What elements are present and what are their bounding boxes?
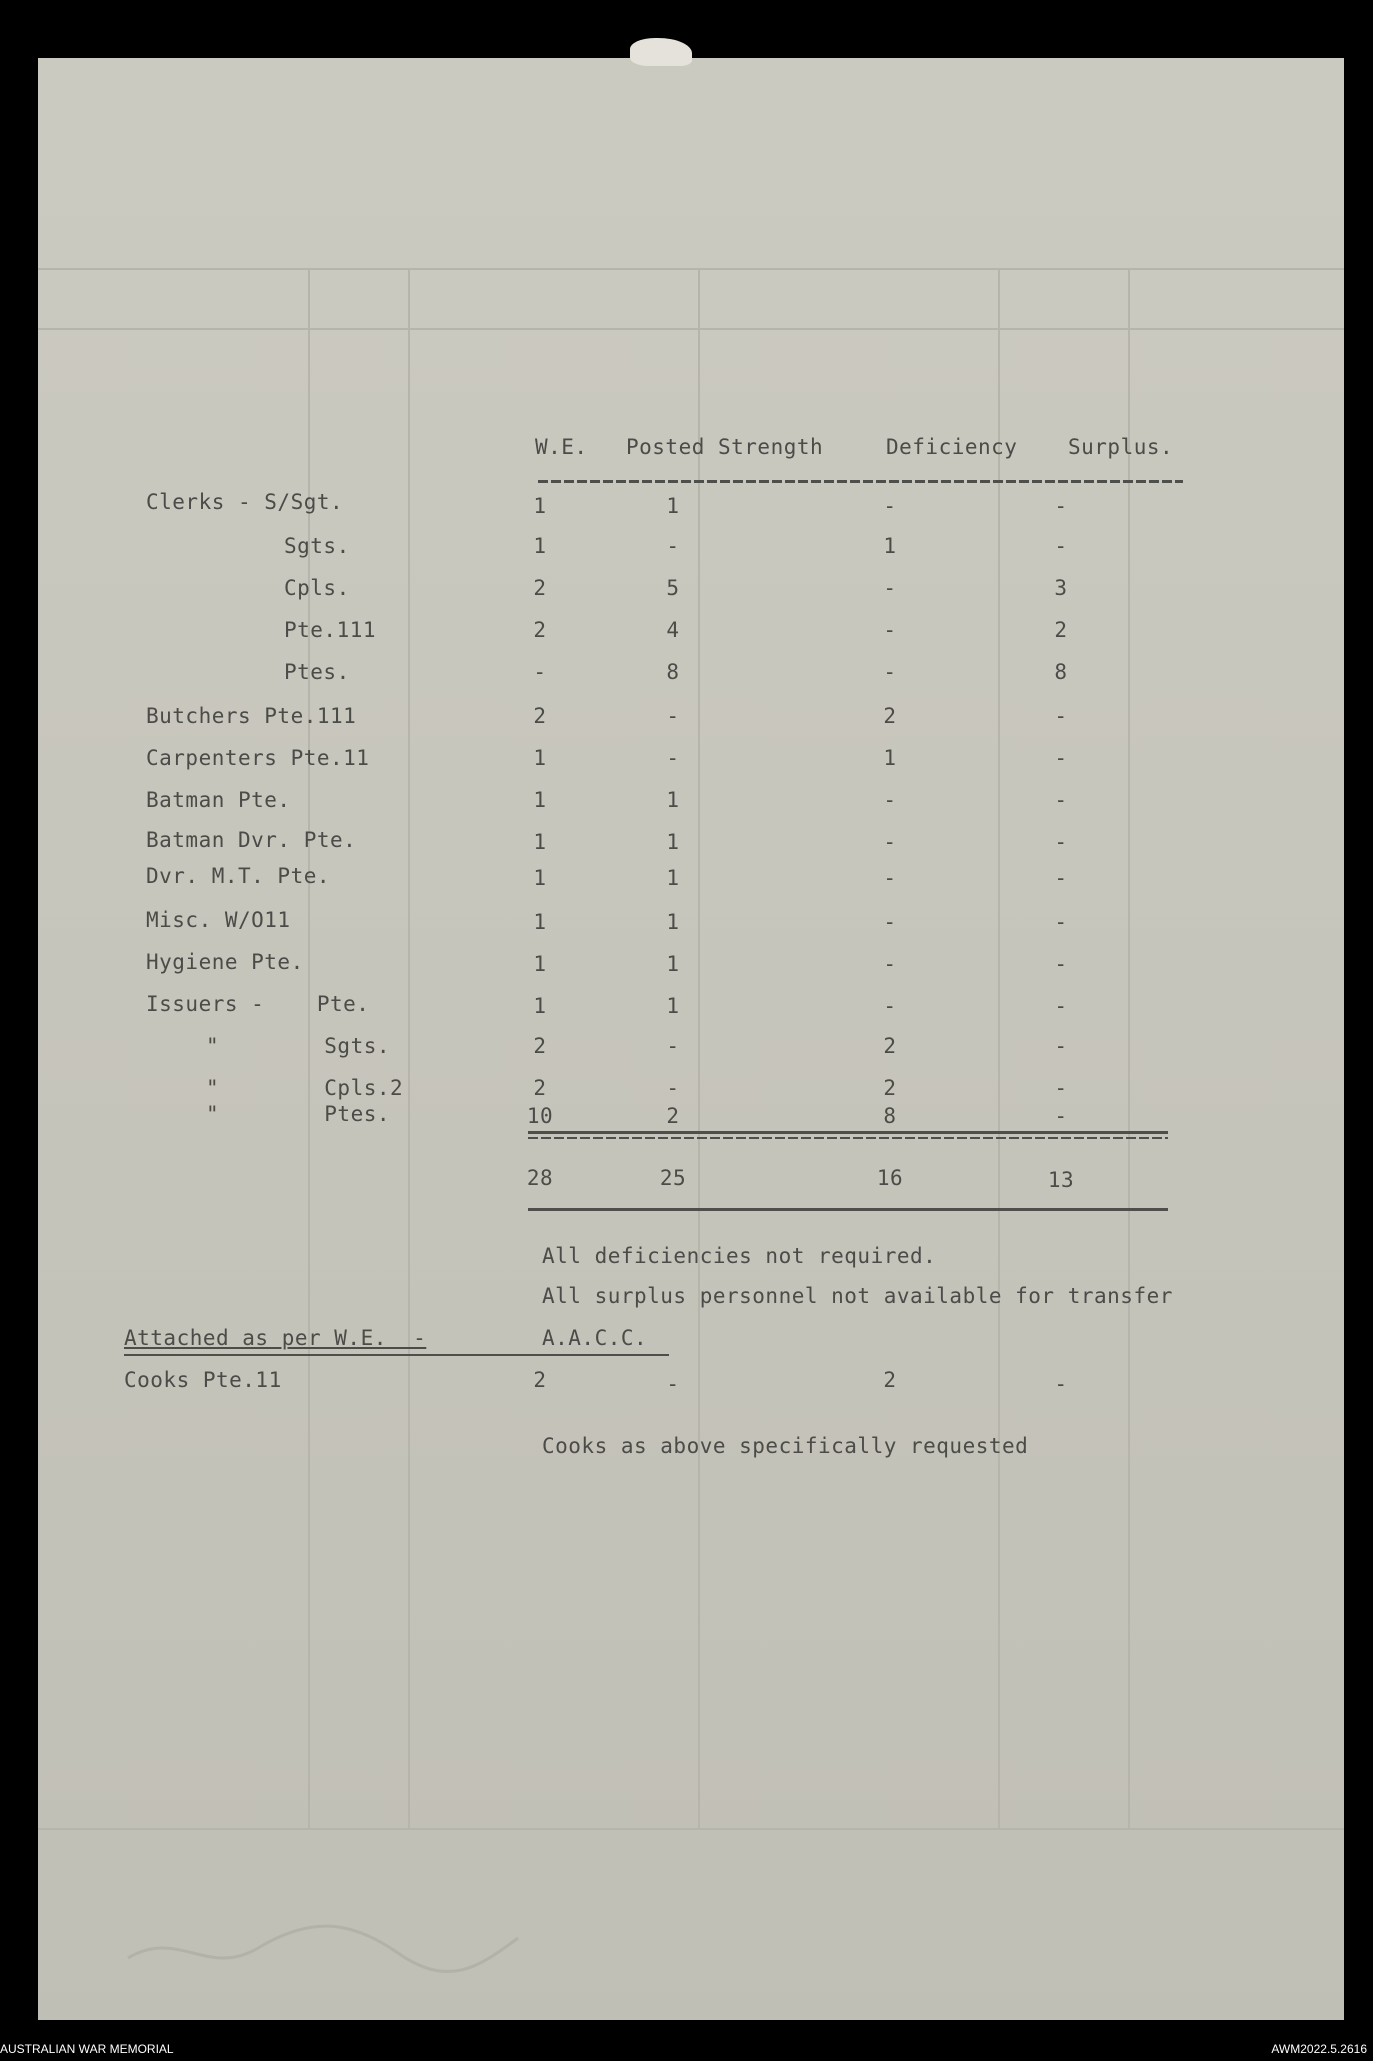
row-label: Cpls. [284, 576, 350, 600]
cell-deficiency: 2 [883, 1034, 897, 1058]
cell-posted: 1 [666, 952, 680, 976]
cell-deficiency: 1 [883, 534, 897, 558]
totals-bottom-rule [528, 1208, 1168, 1211]
totals-top-rule [528, 1131, 1168, 1134]
cell-we: 1 [533, 746, 547, 770]
cell-surplus: - [1054, 910, 1068, 934]
cell-we: - [533, 660, 547, 684]
cell-we: 1 [533, 866, 547, 890]
cell-we: 1 [533, 952, 547, 976]
header-underline [538, 480, 1183, 483]
cell-surplus: - [1054, 1104, 1068, 1128]
cell-surplus: - [1054, 952, 1068, 976]
totals-top-rule-2 [528, 1137, 1168, 1139]
cell-deficiency: - [883, 830, 897, 854]
attached-heading: Attached as per W.E. - [124, 1326, 427, 1350]
row-label: " Ptes. [206, 1102, 391, 1126]
cell-posted: 8 [666, 660, 680, 684]
cell-we: 1 [533, 534, 547, 558]
note-deficiencies: All deficiencies not required. [542, 1244, 937, 1268]
cell-deficiency: - [883, 866, 897, 890]
cell-posted: 1 [666, 910, 680, 934]
cell-posted: - [666, 1372, 680, 1396]
cell-we: 2 [533, 1076, 547, 1100]
cell-deficiency: - [883, 994, 897, 1018]
header-surplus: Surplus. [1068, 435, 1174, 459]
total-we: 28 [526, 1166, 554, 1190]
cell-deficiency: - [883, 576, 897, 600]
cell-deficiency: 8 [883, 1104, 897, 1128]
faint-signature [118, 1908, 538, 1988]
header-posted-strength: Posted Strength [626, 435, 824, 459]
cell-we: 2 [533, 576, 547, 600]
cell-surplus: - [1054, 534, 1068, 558]
cell-deficiency: 2 [883, 704, 897, 728]
row-label: Dvr. M.T. Pte. [146, 864, 331, 888]
torn-edge [630, 38, 692, 66]
cell-surplus: - [1054, 494, 1068, 518]
note-surplus: All surplus personnel not available for transfer [542, 1284, 1173, 1308]
cell-posted: 1 [666, 788, 680, 812]
cell-surplus: 3 [1054, 576, 1068, 600]
cell-posted: 1 [666, 866, 680, 890]
row-label: Clerks - S/Sgt. [146, 490, 344, 514]
cell-posted: 1 [666, 494, 680, 518]
cell-posted: 4 [666, 618, 680, 642]
cell-posted: 1 [666, 830, 680, 854]
cell-posted: 5 [666, 576, 680, 600]
document-page [38, 58, 1344, 2020]
cell-posted: - [666, 1076, 680, 1100]
total-deficiency: 16 [876, 1166, 904, 1190]
cell-surplus: - [1054, 746, 1068, 770]
cell-deficiency: - [883, 910, 897, 934]
cell-surplus: - [1054, 866, 1068, 890]
cell-deficiency: 2 [883, 1368, 897, 1392]
header-deficiency: Deficiency [886, 435, 1018, 459]
cell-surplus: - [1054, 994, 1068, 1018]
cell-we: 2 [533, 1034, 547, 1058]
row-label: " Sgts. [206, 1034, 391, 1058]
footer-source: AUSTRALIAN WAR MEMORIAL [0, 2042, 174, 2056]
total-surplus: 13 [1047, 1168, 1075, 1192]
attached-corps: A.A.C.C. [542, 1326, 648, 1350]
cell-we: 1 [533, 494, 547, 518]
row-label: " Cpls.2 [206, 1076, 404, 1100]
cell-posted: 1 [666, 994, 680, 1018]
cell-we: 1 [533, 910, 547, 934]
footer-accession: AWM2022.5.2616 [1271, 2042, 1367, 2056]
cell-deficiency: - [883, 660, 897, 684]
cell-surplus: 8 [1054, 660, 1068, 684]
cell-deficiency: - [883, 618, 897, 642]
cell-we: 1 [533, 788, 547, 812]
row-label: Ptes. [284, 660, 350, 684]
cell-we: 1 [533, 830, 547, 854]
row-label: Issuers - Pte. [146, 992, 370, 1016]
cell-surplus: - [1054, 704, 1068, 728]
row-label: Hygiene Pte. [146, 950, 304, 974]
cell-surplus: - [1054, 1372, 1068, 1396]
cell-surplus: - [1054, 1034, 1068, 1058]
row-label: Pte.111 [284, 618, 377, 642]
row-label: Butchers Pte.111 [146, 704, 357, 728]
row-label: Sgts. [284, 534, 350, 558]
attached-underline [124, 1354, 669, 1356]
cell-deficiency: 2 [883, 1076, 897, 1100]
row-label: Carpenters Pte.11 [146, 746, 370, 770]
total-posted: 25 [659, 1166, 687, 1190]
cell-we: 2 [533, 704, 547, 728]
cell-deficiency: 1 [883, 746, 897, 770]
cell-posted: - [666, 704, 680, 728]
cell-posted: - [666, 534, 680, 558]
row-label: Misc. W/O11 [146, 908, 291, 932]
cell-we: 1 [533, 994, 547, 1018]
row-label: Batman Dvr. Pte. [146, 828, 357, 852]
cell-we: 2 [533, 618, 547, 642]
cell-we: 2 [533, 1368, 547, 1392]
cell-posted: 2 [666, 1104, 680, 1128]
cell-we: 10 [526, 1104, 554, 1128]
cell-posted: - [666, 1034, 680, 1058]
cell-deficiency: - [883, 494, 897, 518]
cell-surplus: - [1054, 788, 1068, 812]
note-cooks: Cooks as above specifically requested [542, 1434, 1029, 1458]
cell-deficiency: - [883, 788, 897, 812]
cell-surplus: - [1054, 1076, 1068, 1100]
row-label: Cooks Pte.11 [124, 1368, 282, 1392]
cell-surplus: 2 [1054, 618, 1068, 642]
cell-deficiency: - [883, 952, 897, 976]
cell-surplus: - [1054, 830, 1068, 854]
header-we: W.E. [535, 435, 588, 459]
cell-posted: - [666, 746, 680, 770]
row-label: Batman Pte. [146, 788, 291, 812]
